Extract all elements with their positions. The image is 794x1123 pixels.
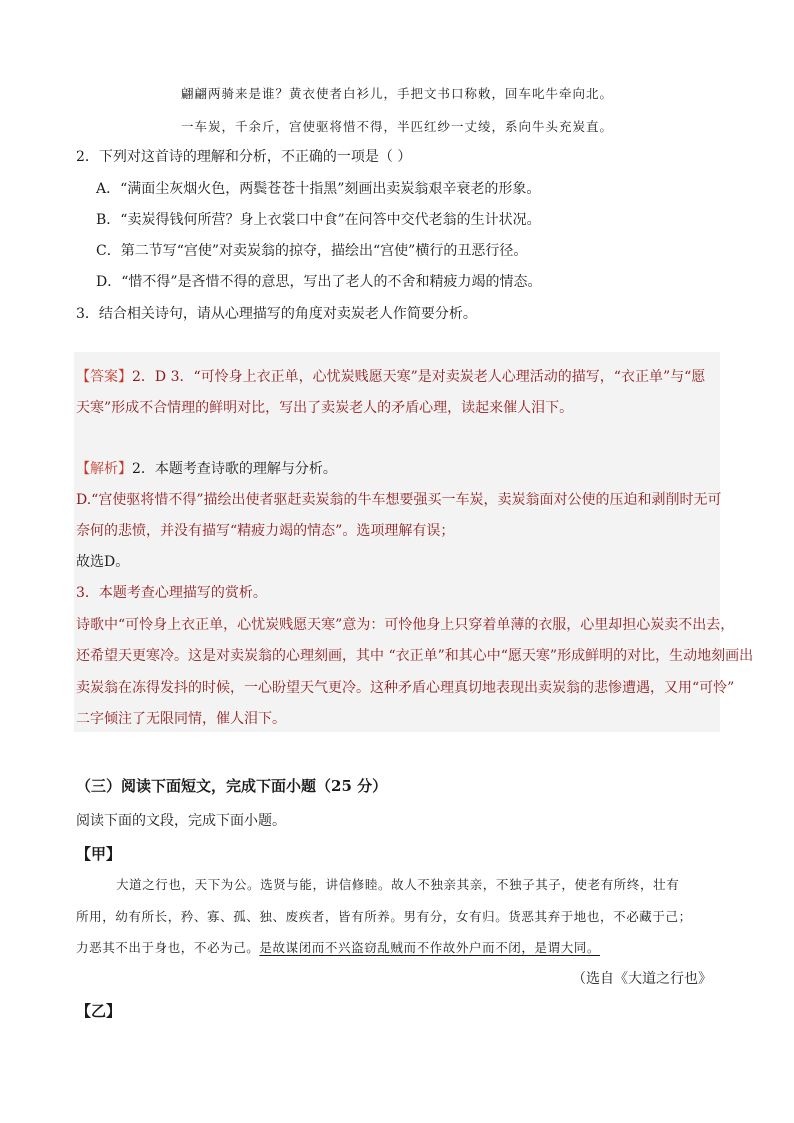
- analysis-tag: 【解析】: [76, 461, 132, 477]
- underlined-sentence-end: 是谓大同。: [534, 940, 601, 955]
- answer-line-2: 天寒”形成不合情理的鲜明对比，写出了卖炭老人的矛盾心理，读起来催人泪下。: [76, 400, 574, 416]
- passage-yi-label: 【乙】: [76, 1002, 122, 1020]
- analysis-line-3: 故选D。: [76, 554, 130, 570]
- passage-jia-label: 【甲】: [76, 845, 122, 863]
- analysis-q2-head: 2．本题考查诗歌的理解与分析。: [132, 461, 337, 477]
- poem-line-2: 一车炭，千余斤，宫使驱将惜不得，半匹红纱一丈绫，系向牛头充炭直。: [180, 119, 613, 134]
- analysis-line-2: 奈何的悲愤，并没有描写“精疲力竭的情态”。选项理解有误；: [76, 523, 455, 539]
- option-c: C．第二节写“宫使”对卖炭翁的掠夺，描绘出“宫使”横行的丑恶行径。: [96, 243, 528, 259]
- analysis-para-2: 还希望天更寒冷。这是对卖炭翁的心理刻画，其中 “衣正单”和其心中“愿天寒”形成鲜明的对比，生动地刻画出: [76, 648, 754, 664]
- answer-tag: 【答案】: [76, 369, 132, 385]
- analysis-q3-head: 3．本题考查心理描写的赏析。: [76, 585, 267, 601]
- underlined-sentence: 是故谋闭而不兴盗窃乱贼而不作故外户而不闭，: [259, 940, 535, 955]
- analysis-para-4: 二字倾注了无限同情，催人泪下。: [76, 711, 286, 727]
- passage-jia-line-1: 大道之行也，天下为公。选贤与能，讲信修睦。故人不独亲其亲，不独子其子，使老有所终，壮有: [116, 877, 680, 892]
- section-3-instruction: 阅读下面的文段，完成下面小题。: [76, 813, 286, 829]
- passage-jia-line-3: [76, 938, 600, 956]
- option-d: D．“惜不得”是吝惜不得的意思，写出了老人的不舍和精疲力竭的情态。: [96, 274, 542, 290]
- poem-line-1: 翩翩两骑来是谁？黄衣使者白衫儿，手把文书口称敕，回车叱牛牵向北。: [180, 86, 613, 101]
- section-3-title: （三）阅读下面短文，完成下面小题（25 分）: [76, 777, 388, 795]
- answer-line-1: [76, 366, 705, 386]
- question-2-stem: 2．下列对这首诗的理解和分析，不正确的一项是（ ）: [76, 149, 412, 165]
- answer-text-1: 2．D 3．“可怜身上衣正单，心忧炭贱愿天寒”是对卖炭老人心理活动的描写，“衣正单”与“愿: [132, 369, 706, 385]
- option-a: A．“满面尘灰烟火色，两鬓苍苍十指黑”刻画出卖炭翁艰辛衰老的形象。: [96, 181, 541, 197]
- analysis-head: [76, 458, 337, 478]
- analysis-line-1: D.“宫使驱将惜不得”描绘出使者驱赶卖炭翁的牛车想要强买一车炭，卖炭翁面对公使的压迫和剥削时无可: [76, 492, 722, 508]
- analysis-para-1: 诗歌中“可怜身上衣正单，心忧炭贱愿天寒”意为：可怜他身上只穿着单薄的衣服，心里却担心炭卖不出去，: [76, 617, 735, 633]
- option-b: B．“卖炭得钱何所营？身上衣裳口中食”在问答中交代老翁的生计状况。: [96, 212, 541, 228]
- passage-source: （选自《大道之行也》: [572, 971, 712, 987]
- passage-jia-line-2: 所用，幼有所长，矜、寡、孤、独、废疾者，皆有所养。男有分，女有归。货恶其弃于地也，不必藏于己；: [76, 909, 692, 924]
- analysis-para-3: 卖炭翁在冻得发抖的时候，一心盼望天气更冷。这种矛盾心理真切地表现出卖炭翁的悲惨遭遇，又用“可怜”: [76, 680, 735, 696]
- passage-jia-line-3a: 力恶其不出于身也，不必为己。: [76, 940, 260, 955]
- question-3-stem: 3．结合相关诗句，请从心理描写的角度对卖炭老人作简要分析。: [76, 306, 477, 322]
